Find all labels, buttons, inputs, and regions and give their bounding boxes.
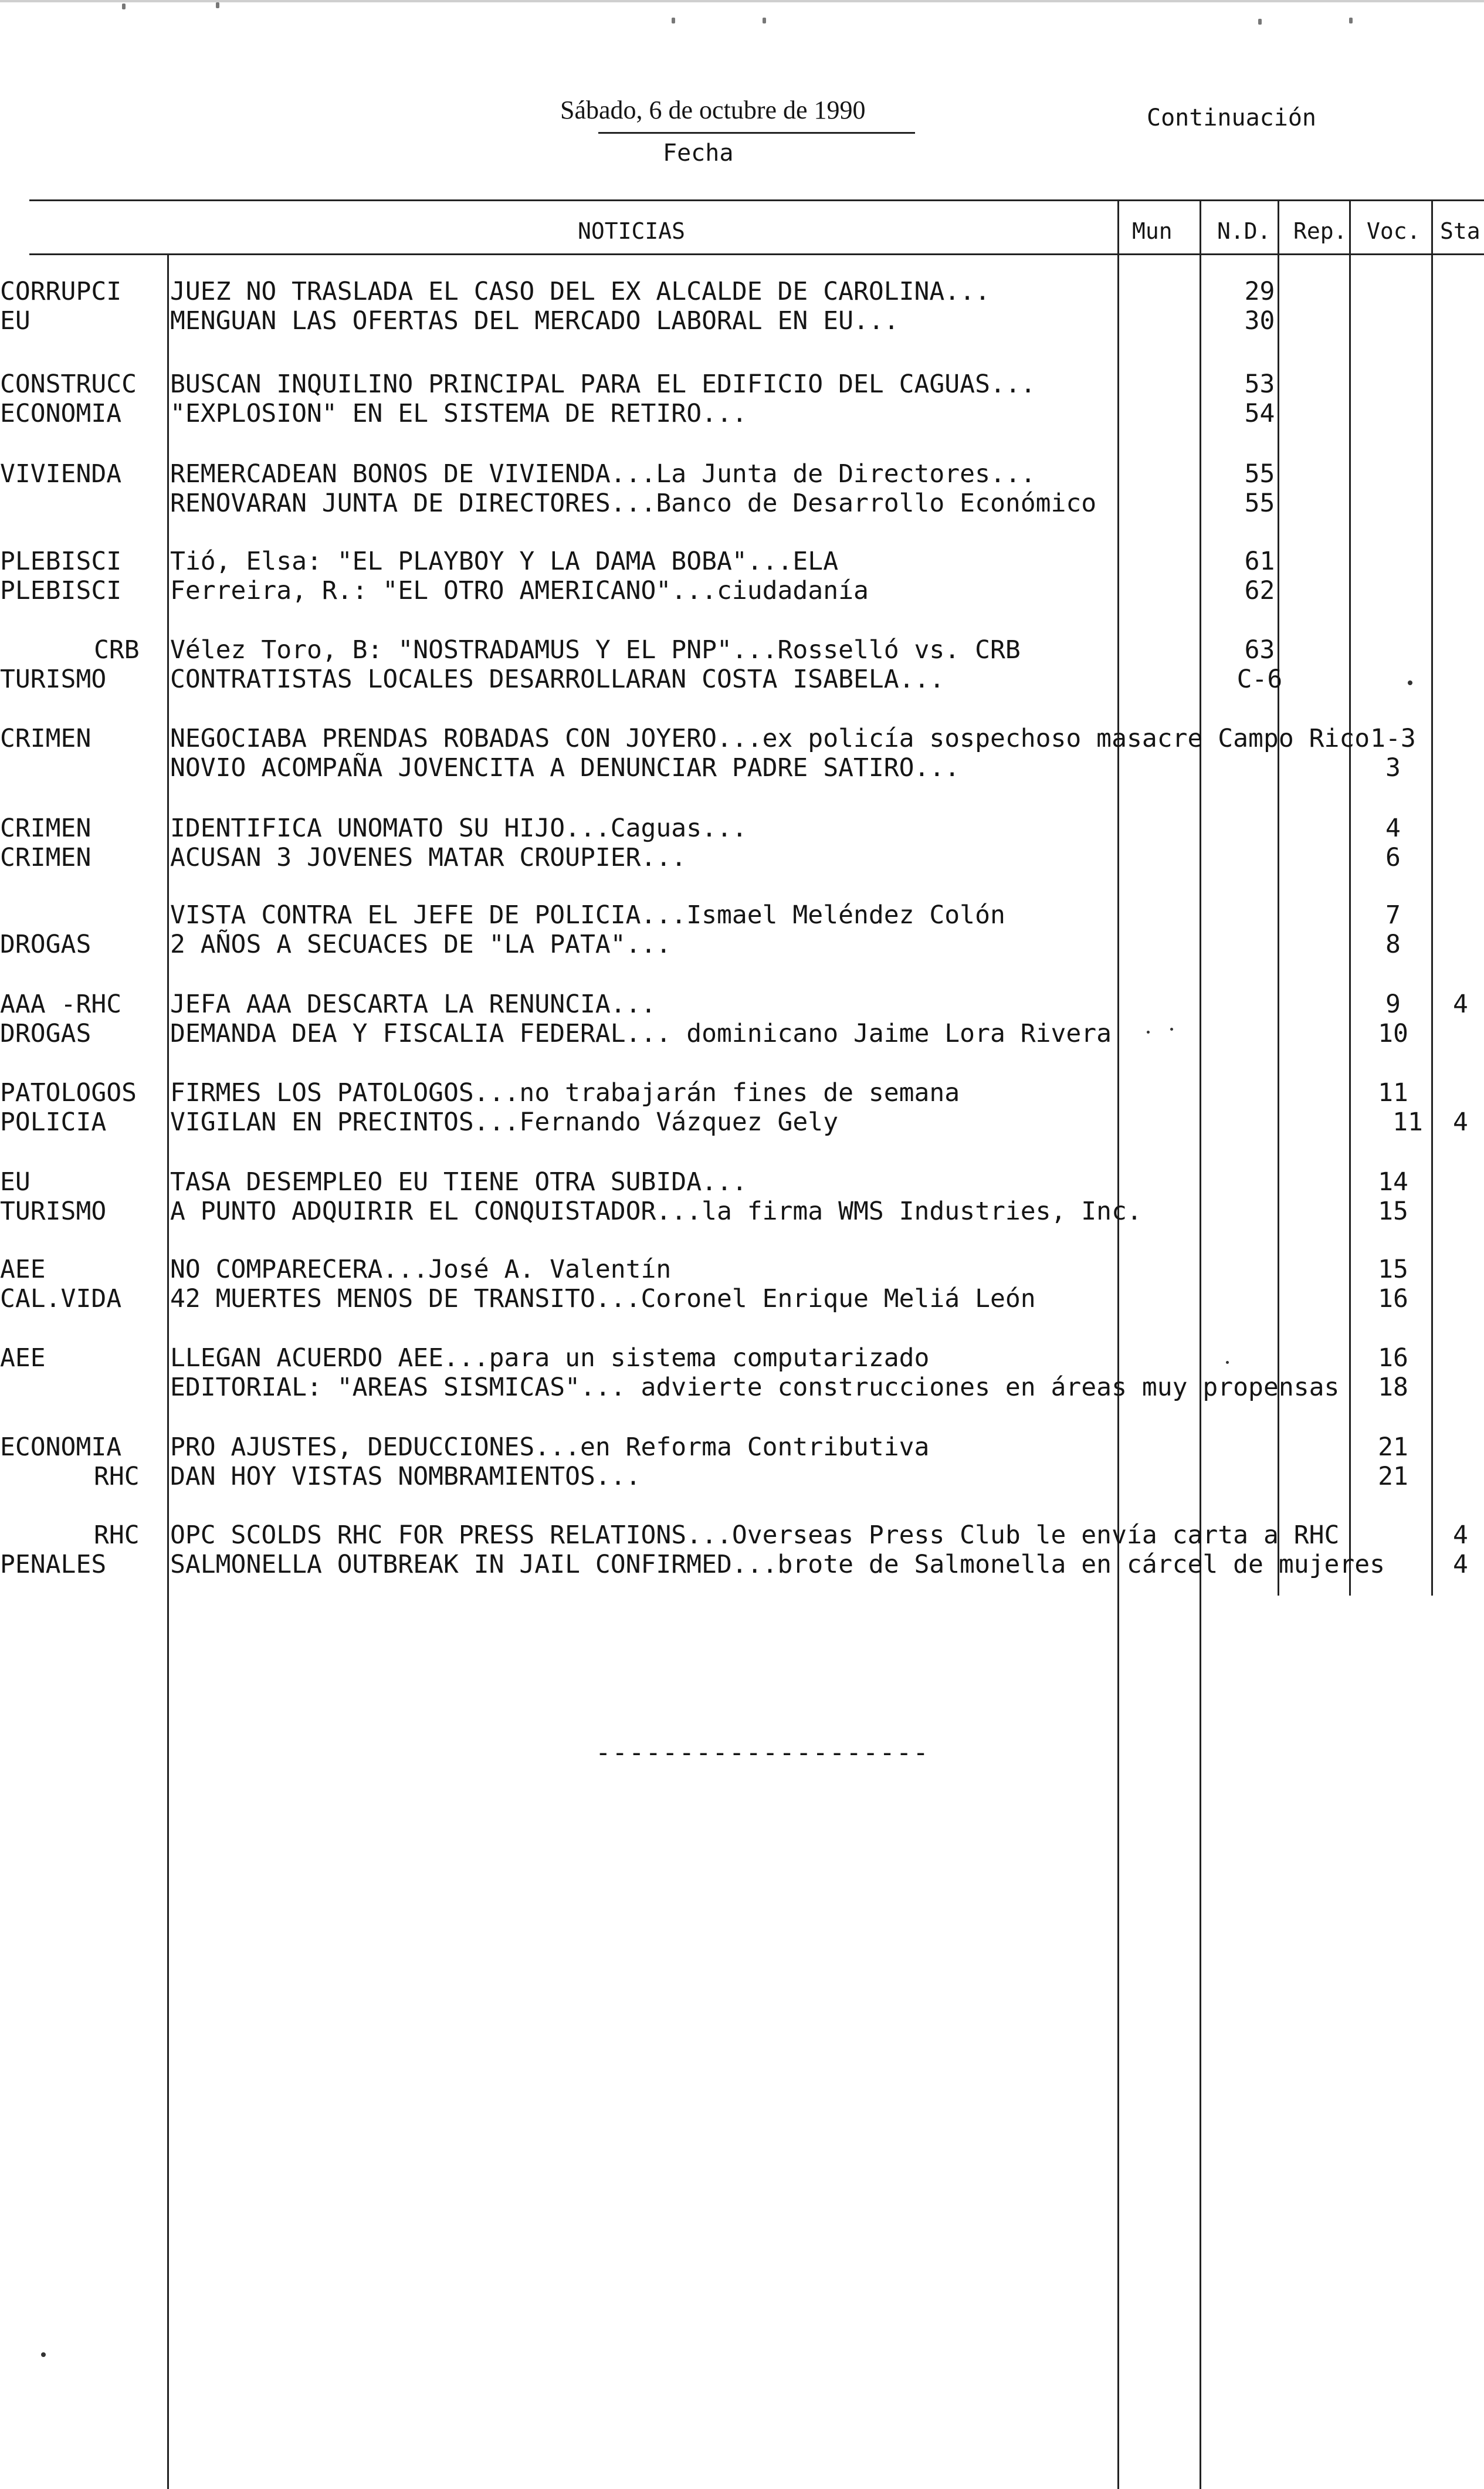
row-headline: FIRMES LOS PATOLOGOS...no trabajarán fines de semana — [170, 1078, 960, 1108]
table-row — [0, 370, 1484, 399]
row-category: VIVIENDA — [0, 459, 122, 489]
row-headline: OPC SCOLDS RHC FOR PRESS RELATIONS...Overseas Press Club le envía carta a RHC — [170, 1521, 1340, 1550]
row-headline: REMERCADEAN BONOS DE VIVIENDA...La Junta de Directores... — [170, 459, 1036, 489]
row-headline: 42 MUERTES MENOS DE TRANSITO...Coronel Enrique Meliá León — [170, 1284, 1036, 1313]
row-nd: C-6 — [1236, 665, 1283, 694]
scan-speck — [1258, 19, 1262, 25]
stray-mark — [1408, 680, 1412, 685]
table-row — [0, 814, 1484, 843]
row-nd: 61 — [1244, 547, 1275, 576]
scan-speck — [672, 18, 675, 23]
table-row — [0, 1433, 1484, 1462]
row-headline: NOVIO ACOMPAÑA JOVENCITA A DENUNCIAR PADRE SATIRO... — [170, 753, 960, 783]
row-sta: 4 — [1453, 1550, 1468, 1579]
row-headline: DEMANDA DEA Y FISCALIA FEDERAL... dominicano Jaime Lora Rivera — [170, 1019, 1112, 1048]
table-row — [0, 665, 1484, 694]
row-category: CRIMEN — [0, 843, 92, 872]
table-row — [0, 1019, 1484, 1048]
row-category: EU — [0, 306, 31, 336]
row-headline: 2 AÑOS A SECUACES DE "LA PATA"... — [170, 930, 672, 959]
table-row — [0, 990, 1484, 1019]
row-category: EU — [0, 1167, 31, 1197]
row-category: PATOLOGOS — [0, 1078, 137, 1108]
row-nd: 30 — [1244, 306, 1275, 336]
row-nd: 29 — [1244, 277, 1275, 306]
row-headline: PRO AJUSTES, DEDUCCIONES...en Reforma Contributiva — [170, 1433, 930, 1462]
row-voc: 16 — [1378, 1343, 1408, 1373]
row-headline: ACUSAN 3 JOVENES MATAR CROUPIER... — [170, 843, 687, 872]
row-headline: Vélez Toro, B: "NOSTRADAMUS Y EL PNP"...Rosselló vs. CRB — [170, 635, 1021, 665]
row-category: CRB — [94, 635, 140, 665]
stray-mark — [41, 2352, 46, 2357]
scan-speck — [1349, 18, 1353, 23]
col-header-voc: Voc. — [1367, 218, 1421, 244]
table-row — [0, 277, 1484, 306]
row-nd: 62 — [1244, 576, 1275, 605]
row-voc: 15 — [1378, 1197, 1408, 1226]
row-headline: DAN HOY VISTAS NOMBRAMIENTOS... — [170, 1462, 641, 1491]
row-voc: 9 — [1385, 990, 1401, 1019]
table-row — [0, 1521, 1484, 1550]
row-voc: 7 — [1385, 900, 1401, 930]
row-category: PLEBISCI — [0, 576, 122, 605]
col-header-rep: Rep. — [1293, 218, 1347, 244]
row-sta: 4 — [1453, 1521, 1468, 1550]
stray-mark — [1147, 1031, 1150, 1034]
row-headline: NO COMPARECERA...José A. Valentín — [170, 1255, 672, 1284]
row-category: TURISMO — [0, 1197, 107, 1226]
row-voc: 14 — [1378, 1167, 1408, 1197]
table-row — [0, 1343, 1484, 1373]
table-row — [0, 1550, 1484, 1579]
col-header-noticias: NOTICIAS — [578, 218, 686, 244]
table-row — [0, 547, 1484, 576]
row-headline: EDITORIAL: "AREAS SISMICAS"... advierte construcciones en áreas muy propensas — [170, 1373, 1340, 1402]
row-category: POLICIA — [0, 1108, 107, 1137]
row-nd: 54 — [1244, 399, 1275, 428]
row-headline: BUSCAN INQUILINO PRINCIPAL PARA EL EDIFICIO DEL CAGUAS... — [170, 370, 1036, 399]
continuation-label: Continuación — [1147, 104, 1316, 131]
table-row — [0, 930, 1484, 959]
col-header-nd: N.D. — [1217, 218, 1271, 244]
table-row — [0, 576, 1484, 605]
row-category: AAA -RHC — [0, 990, 122, 1019]
row-headline: Ferreira, R.: "EL OTRO AMERICANO"...ciudadanía — [170, 576, 869, 605]
row-category: DROGAS — [0, 930, 92, 959]
table-row — [0, 724, 1484, 753]
row-category: RHC — [94, 1462, 140, 1491]
table-row — [0, 459, 1484, 489]
row-headline: A PUNTO ADQUIRIR EL CONQUISTADOR...la firma WMS Industries, Inc. — [170, 1197, 1142, 1226]
row-category: CRIMEN — [0, 814, 92, 843]
row-headline: NEGOCIABA PRENDAS ROBADAS CON JOYERO...ex policía sospechoso masacre Campo Rico — [170, 724, 1370, 753]
row-category: ECONOMIA — [0, 1433, 122, 1462]
row-category: AEE — [0, 1255, 46, 1284]
table-row — [0, 306, 1484, 336]
row-voc: 21 — [1378, 1462, 1408, 1491]
table-row — [0, 1462, 1484, 1491]
row-category: CONSTRUCC — [0, 370, 137, 399]
row-voc: 3 — [1385, 753, 1401, 783]
row-category: TURISMO — [0, 665, 107, 694]
row-headline: "EXPLOSION" EN EL SISTEMA DE RETIRO... — [170, 399, 747, 428]
row-headline: VISTA CONTRA EL JEFE DE POLICIA...Ismael Meléndez Colón — [170, 900, 1005, 930]
row-headline: IDENTIFICA UNOMATO SU HIJO...Caguas... — [170, 814, 747, 843]
row-voc: 6 — [1385, 843, 1401, 872]
table-row — [0, 753, 1484, 783]
table-row — [0, 843, 1484, 872]
table-row — [0, 635, 1484, 665]
row-category: PENALES — [0, 1550, 107, 1579]
row-voc: 21 — [1378, 1433, 1408, 1462]
scan-speck — [216, 2, 219, 8]
table-row — [0, 1108, 1484, 1137]
stray-mark — [1226, 1361, 1229, 1364]
col-header-sta: Sta — [1440, 218, 1480, 244]
scan-speck — [122, 4, 126, 9]
page-top-edge — [0, 0, 1484, 2]
row-category: CRIMEN — [0, 724, 92, 753]
row-voc: 11 — [1378, 1078, 1408, 1108]
row-category: CAL.VIDA — [0, 1284, 122, 1313]
row-voc: 18 — [1378, 1373, 1408, 1402]
table-row — [0, 399, 1484, 428]
row-nd: 63 — [1244, 635, 1275, 665]
row-headline: JUEZ NO TRASLADA EL CASO DEL EX ALCALDE DE CAROLINA... — [170, 277, 990, 306]
row-headline: VIGILAN EN PRECINTOS...Fernando Vázquez Gely — [170, 1108, 839, 1137]
end-separator: -------------------- — [595, 1738, 930, 1767]
row-headline: TASA DESEMPLEO EU TIENE OTRA SUBIDA... — [170, 1167, 747, 1197]
row-voc: 4 — [1385, 814, 1401, 843]
row-category: AEE — [0, 1343, 46, 1373]
row-headline: SALMONELLA OUTBREAK IN JAIL CONFIRMED...brote de Salmonella en cárcel de mujeres — [170, 1550, 1385, 1579]
row-headline: Tió, Elsa: "EL PLAYBOY Y LA DAMA BOBA"...ELA — [170, 547, 839, 576]
table-row — [0, 1197, 1484, 1226]
row-category: RHC — [94, 1521, 140, 1550]
row-category: DROGAS — [0, 1019, 92, 1048]
row-voc: 1-3 — [1370, 724, 1416, 753]
row-nd: 55 — [1244, 489, 1275, 518]
row-voc: 15 — [1378, 1255, 1408, 1284]
row-voc: 11 — [1392, 1108, 1423, 1137]
row-headline: CONTRATISTAS LOCALES DESARROLLARAN COSTA ISABELA... — [170, 665, 945, 694]
row-sta: 4 — [1453, 990, 1468, 1019]
row-headline: LLEGAN ACUERDO AEE...para un sistema computarizado — [170, 1343, 930, 1373]
date-heading: Sábado, 6 de octubre de 1990 — [560, 96, 866, 124]
table-row — [0, 1373, 1484, 1402]
row-headline: RENOVARAN JUNTA DE DIRECTORES...Banco de Desarrollo Económico — [170, 489, 1097, 518]
table-row — [0, 1078, 1484, 1108]
fecha-label: Fecha — [663, 140, 734, 167]
row-category: CORRUPCI — [0, 277, 122, 306]
scan-speck — [763, 18, 766, 23]
table-row — [0, 1284, 1484, 1313]
row-category: PLEBISCI — [0, 547, 122, 576]
row-voc: 8 — [1385, 930, 1401, 959]
col-header-mun: Mun — [1132, 218, 1173, 244]
stray-mark — [1170, 1028, 1173, 1031]
row-voc: 16 — [1378, 1284, 1408, 1313]
table-row — [0, 900, 1484, 930]
row-headline: JEFA AAA DESCARTA LA RENUNCIA... — [170, 990, 656, 1019]
table-row — [0, 489, 1484, 518]
row-sta: 4 — [1453, 1108, 1468, 1137]
table-row — [0, 1167, 1484, 1197]
row-voc: 10 — [1378, 1019, 1408, 1048]
table-row — [0, 1255, 1484, 1284]
row-headline: MENGUAN LAS OFERTAS DEL MERCADO LABORAL EN EU... — [170, 306, 899, 336]
row-nd: 53 — [1244, 370, 1275, 399]
date-underline — [598, 132, 915, 134]
row-category: ECONOMIA — [0, 399, 122, 428]
row-nd: 55 — [1244, 459, 1275, 489]
table-top-rule — [29, 199, 1484, 201]
header-bottom-rule — [29, 253, 1484, 255]
